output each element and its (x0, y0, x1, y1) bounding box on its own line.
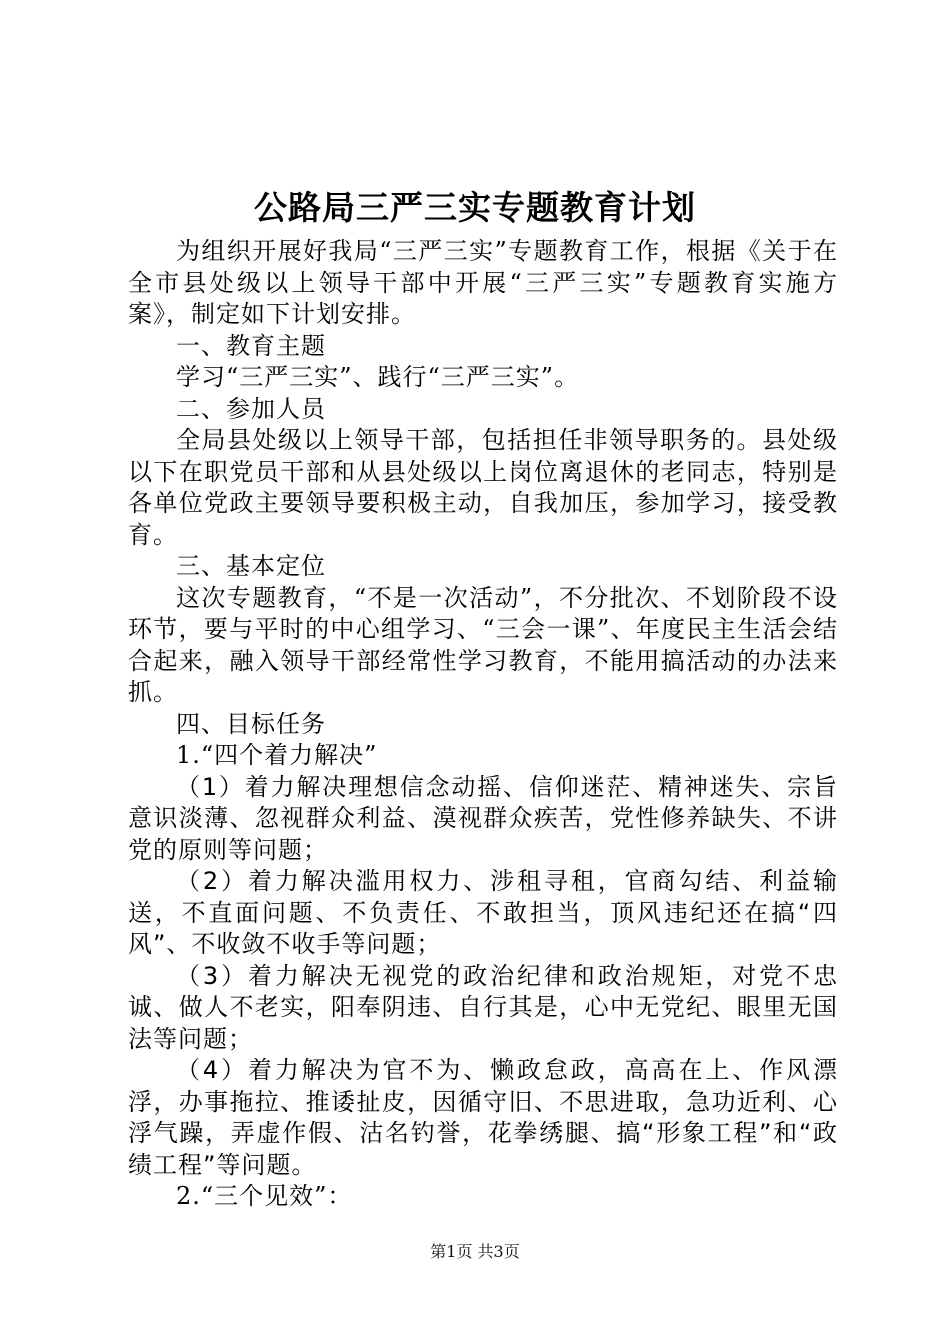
positioning-paragraph: 这次专题教育，“不是一次活动”，不分批次、不划阶段不设环节，要与平时的中心组学习、“三会一课”、年度民主生活会结合起来，融入领导干部经常性学习教育，不能用搞活动的办法来抓。 (128, 583, 838, 706)
goal-item-4: （4）着力解决为官不为、懒政怠政，高高在上、作风漂浮，办事拖拉、推诿扯皮，因循守旧、不思进取，急功近利、心浮气躁，弄虚作假、沽名钓誉，花拳绣腿、搞“形象工程”和“政绩工程”等问题。 (128, 1056, 838, 1179)
goal-item-2: （2）着力解决滥用权力、涉租寻租，官商勾结、利益输送，不直面问题、不负责任、不敢担当，顶风违纪还在搞“四风”、不收敛不收手等问题； (128, 867, 838, 958)
intro-paragraph: 为组织开展好我局“三严三实”专题教育工作，根据《关于在全市县处级以上领导干部中开展“三严三实”专题教育实施方案》，制定如下计划安排。 (128, 237, 838, 328)
goal-item-3: （3）着力解决无视党的政治纪律和政治规矩，对党不忠诚、做人不老实，阳奉阴违、自行其是，心中无党纪、眼里无国法等问题； (128, 961, 838, 1053)
goal-item-1: （1）着力解决理想信念动摇、信仰迷茫、精神迷失、宗旨意识淡薄、忽视群众利益、漠视群众疾苦，党性修养缺失、不讲党的原则等问题； (128, 772, 838, 864)
document-body (128, 236, 838, 1213)
section-heading-participants: 二、参加人员 (176, 394, 326, 423)
theme-paragraph: 学习“三严三实”、践行“三严三实”。 (176, 363, 580, 391)
section-heading-theme: 一、教育主题 (176, 331, 326, 360)
section-heading-goals: 四、目标任务 (176, 709, 326, 738)
document-title: 公路局三严三实专题教育计划 (254, 188, 696, 227)
section-heading-positioning: 三、基本定位 (176, 552, 326, 580)
page-footer: 第1页 共3页 (430, 1242, 520, 1261)
goals-subheading-1: 1.“四个着力解决” (176, 741, 378, 769)
goals-subheading-2: 2.“三个见效”： (176, 1182, 353, 1210)
participants-paragraph: 全局县处级以上领导干部，包括担任非领导职务的。县处级以下在职党员干部和从县处级以上岗位离退休的老同志，特别是各单位党政主要领导要积极主动，自我加压，参加学习，接受教育。 (128, 426, 838, 549)
